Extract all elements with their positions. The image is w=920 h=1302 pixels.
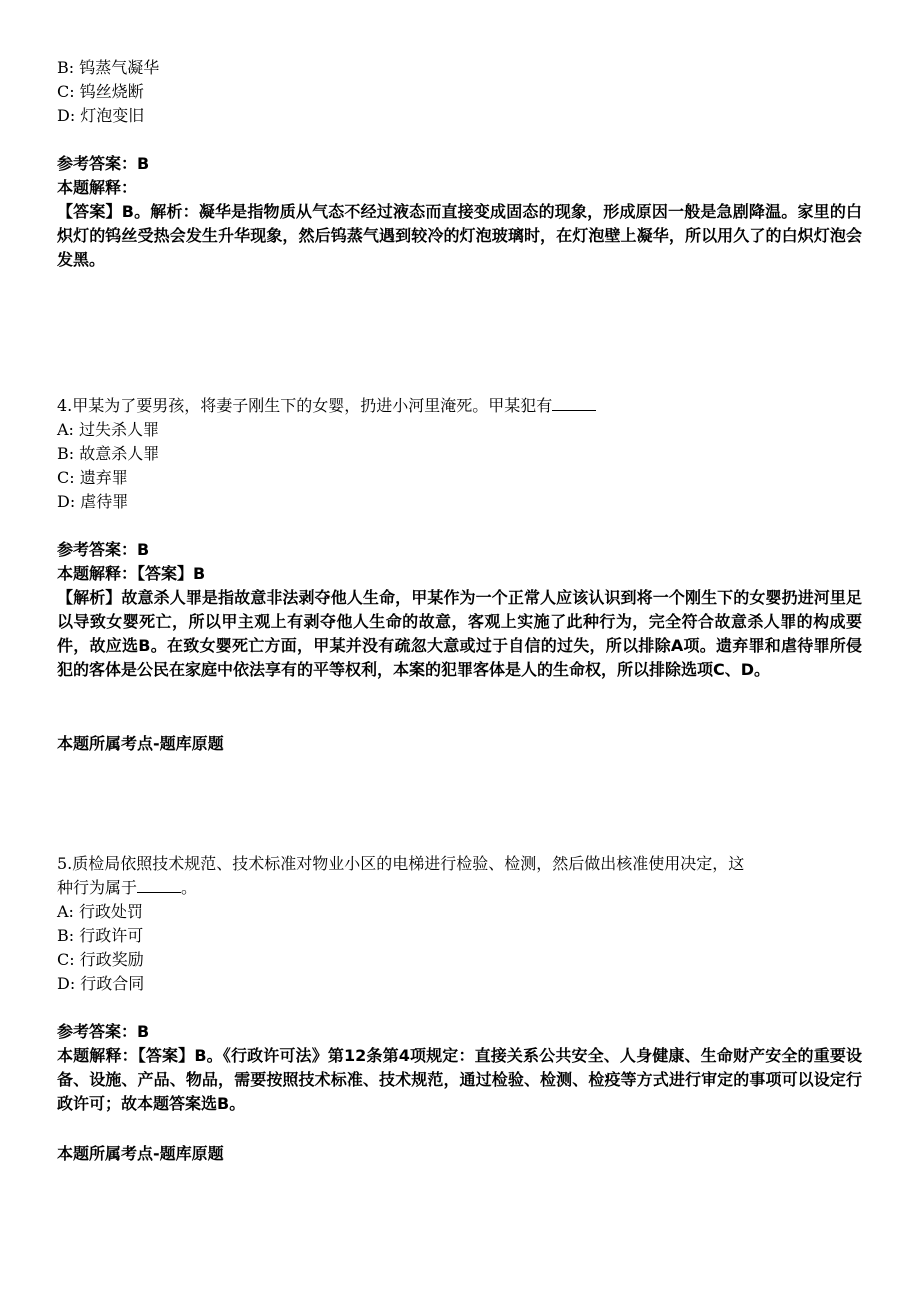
q4-stem [57, 394, 862, 418]
q5-answer: 参考答案：B [57, 1022, 150, 1041]
q4-explanation: 【解析】故意杀人罪是指故意非法剥夺他人生命，甲某作为一个正常人应该认识到将一个刚生下的女婴扔进河里足以导致女婴死亡，所以甲主观上有剥夺他人生命的故意，客观上实施了此种行为，完全符合故意杀人罪的构成要件，故应选B。在致女婴死亡方面，甲某并没有疏忽大意或过于自信的过失，所以排除A项。遗弃罪和虐待罪所侵犯的客体是公民在家庭中依法享有的平等权利，本案的犯罪客体是人的生命权，所以排除选项C、D。 [57, 588, 862, 679]
q3-option-b: B: 钨蒸气凝华 [57, 58, 160, 77]
q4-option-d: D: 虐待罪 [57, 492, 129, 511]
q5-stem-prefix: 种行为属于 [57, 878, 138, 897]
q5-option-a: A: 行政处罚 [57, 902, 144, 921]
q4-source: 本题所属考点-题库原题 [57, 734, 224, 753]
q5-stem-line2 [57, 876, 862, 900]
q4-option-b: B: 故意杀人罪 [57, 444, 160, 463]
answer-blank [552, 394, 596, 411]
q4-explain-label: 本题解释：【答案】B [57, 564, 206, 583]
q5-option-c: C: 行政奖励 [57, 950, 144, 969]
q5-option-b: B: 行政许可 [57, 926, 144, 945]
q5-stem-suffix: 。 [181, 878, 198, 897]
q3-explanation: 【答案】B。解析：凝华是指物质从气态不经过液态而直接变成固态的现象，形成原因一般是急剧降温。家里的白炽灯的钨丝受热会发生升华现象，然后钨蒸气遇到较冷的灯泡玻璃时，在灯泡壁上凝华，所以用久了的白炽灯泡会发黑。 [57, 202, 862, 269]
answer-blank [137, 876, 181, 893]
q5-explanation: 本题解释：【答案】B。《行政许可法》第12条第4项规定：直接关系公共安全、人身健康、生命财产安全的重要设备、设施、产品、物品，需要按照技术标准、技术规范，通过检验、检测、检疫等方式进行审定的事项可以设定行政许可；故本题答案选B。 [57, 1046, 862, 1113]
q5-option-d: D: 行政合同 [57, 974, 145, 993]
q5-stem-line1: 5.质检局依照技术规范、技术标准对物业小区的电梯进行检验、检测，然后做出核准使用决定，这 [57, 854, 745, 873]
q4-option-a: A: 过失杀人罪 [57, 420, 160, 439]
q3-option-c: C: 钨丝烧断 [57, 82, 144, 101]
q3-option-d: D: 灯泡变旧 [57, 106, 145, 125]
q4-answer: 参考答案：B [57, 540, 150, 559]
q3-answer: 参考答案：B [57, 154, 150, 173]
q5-source: 本题所属考点-题库原题 [57, 1144, 224, 1163]
q3-explain-label: 本题解释： [57, 178, 138, 197]
q4-stem-text: 4.甲某为了要男孩，将妻子刚生下的女婴，扔进小河里淹死。甲某犯有 [57, 396, 553, 415]
q4-option-c: C: 遗弃罪 [57, 468, 128, 487]
